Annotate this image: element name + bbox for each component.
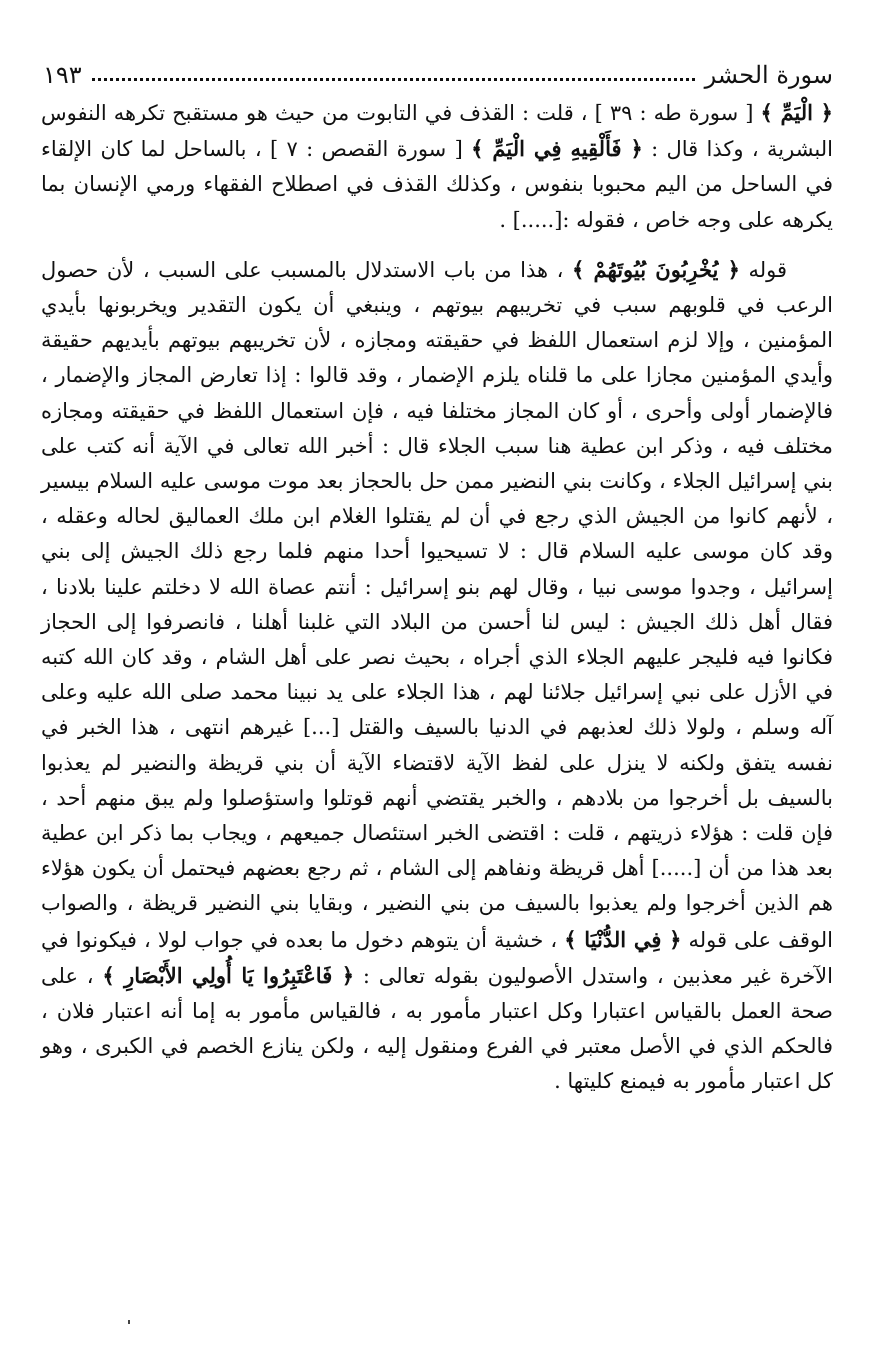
paragraph-text: ، هذا من باب الاستدلال بالمسبب على السبب ، لأن حصول الرعب في قلوبهم سبب في تخريبهم بيوتهم ، وينبغي أن يكون التقدير ويخربونها بأيدي المؤمنين ، وإلا لزم استعمال اللفظ في حقيقته ومجازه ، لأن تخريبهم بيوتهم بأيديهم حقيقة وأيدي المؤمنين مجازا على ما قلناه يلزم الإضمار ، وقد قالوا : إذا تعارض المجاز والإضمار ، فالإضمار أولى وأحرى ، أو كان المجاز مختلفا فيه ، فإن استعمال اللفظ في حقيقته ومجازه مختلف فيه ، وذكر ابن عطية هنا سبب الجلاء قال : أخبر الله تعالى في الآية أنه كتب على بني إسرائيل الجلاء ، وكانت بني النضير ممن حل بالحجاز بعد موت موسى عليه السلام بيسير ، لأنهم كانوا من الجيش الذي رجع في أن لم يقتلوا الغلام ابن ملك العماليق لحاله وعقله ، وقد كان موسى عليه السلام قال : لا تسيحيوا أحدا منهم فلما رجع ذلك الجيش إلى بني إسرائيل ، وجدوا موسى نبيا ، وقال لهم بنو إسرائيل : أنتم عصاة الله لا دخلتم علينا بلادنا ، فقال أهل ذلك الجيش : ليس لنا أحسن من البلاد التي غلبنا أهلنا ، فانصرفوا إلى الحجاز فكانوا فيه فليجر عليهم الجلاء الذي أجراه ، بحيث نصر على أهل الشام ، وقد كان الله كتبه في الأزل على نبي إسرائيل جلائنا لهم ، هذا الجلاء على يد نبينا محمد صلى الله عليه وعلى آله وسلم ، ولولا ذلك لعذبهم في الدنيا بالسيف والقتل [...] غيرهم انتهى ، هذا الخبر في نفسه يتفق ولكنه لا ينزل على لفظ الآية لاقتضاء الآية أن بني قريظة والنضير لم يعذبوا بالسيف بل أخرجوا من بلادهم ، والخبر يقتضي أنهم قوتلوا واستؤصلوا ولم يبق منهم أحد ، فإن قلت : هؤلاء ذريتهم ، قلت : اقتضى الخبر استئصال جميعهم ، ويجاب بما ذكر ابن عطية بعد هذا من أن [.....] أهل قريظة ونفاهم إلى الشام ، ثم رجع بعضهم فيحتمل أن يكون هؤلاء هم الذين أخرجوا ولم يعذبوا بالسيف من بني النضير ، وبقايا بني النضير قريظة ، والصواب الوقف على قوله bbox=[41, 257, 834, 952]
paragraph-2 bbox=[41, 252, 833, 1100]
quran-citation: ﴿ يُخْرِبُونَ بُيُوتَهُمْ ﴾ bbox=[572, 256, 740, 282]
paragraph-text: قوله bbox=[739, 257, 787, 282]
quran-citation: ﴿ فِي الدُّنْيَا ﴾ bbox=[564, 926, 682, 952]
page-number: ١٩٣ bbox=[43, 61, 82, 89]
quran-citation: ﴿ فَاعْتَبِرُوا يَا أُولِي الأَبْصَارِ ﴾ bbox=[102, 962, 354, 988]
quran-citation: ﴿ فَأَلْقِيهِ فِي الْيَمِّ ﴾ bbox=[471, 136, 643, 162]
paragraph-text: [ سورة القصص : ٧ ] ، بالساحل لما كان الإلقاء في الساحل من اليم محبوبا بنفوس ، وكذلك القذف في اصطلاح الفقهاء ورمي الإنسان بما يكرهه على وجه خاص ، فقوله :[.....] . bbox=[41, 137, 833, 232]
header-dotted-leader bbox=[92, 66, 695, 81]
quran-citation: ﴿ الْيَمِّ ﴾ bbox=[760, 100, 833, 125]
scan-speck bbox=[128, 1320, 130, 1324]
page-body bbox=[41, 95, 833, 1100]
surah-title: سورة الحشر bbox=[704, 61, 833, 89]
paragraph-1 bbox=[41, 95, 833, 238]
paragraph-text: [ سورة طه : ٣٩ ] ، قلت : القذف في التابوت من حيث هو مستقبح تكرهه النفوس البشرية ، وكذا قال : bbox=[41, 101, 834, 162]
paragraph-text: ، على صحة العمل بالقياس اعتبارا وكل اعتبار مأمور به ، فالقياس مأمور به إما أنه اعتبار فلان ، فالحكم الذي في الأصل معتبر في الفرع ومنقول إليه ، ولكن ينازع الخصم في الكبرى ، وهو كل اعتبار مأمور به فيمنع كليتها . bbox=[41, 963, 833, 1094]
paragraph-text: ، خشية أن يتوهم دخول ما بعده في جواب لولا ، فيكونوا في الآخرة غير معذبين ، واستدل الأصوليون بقوله تعالى : bbox=[41, 927, 833, 988]
running-header bbox=[43, 58, 833, 92]
